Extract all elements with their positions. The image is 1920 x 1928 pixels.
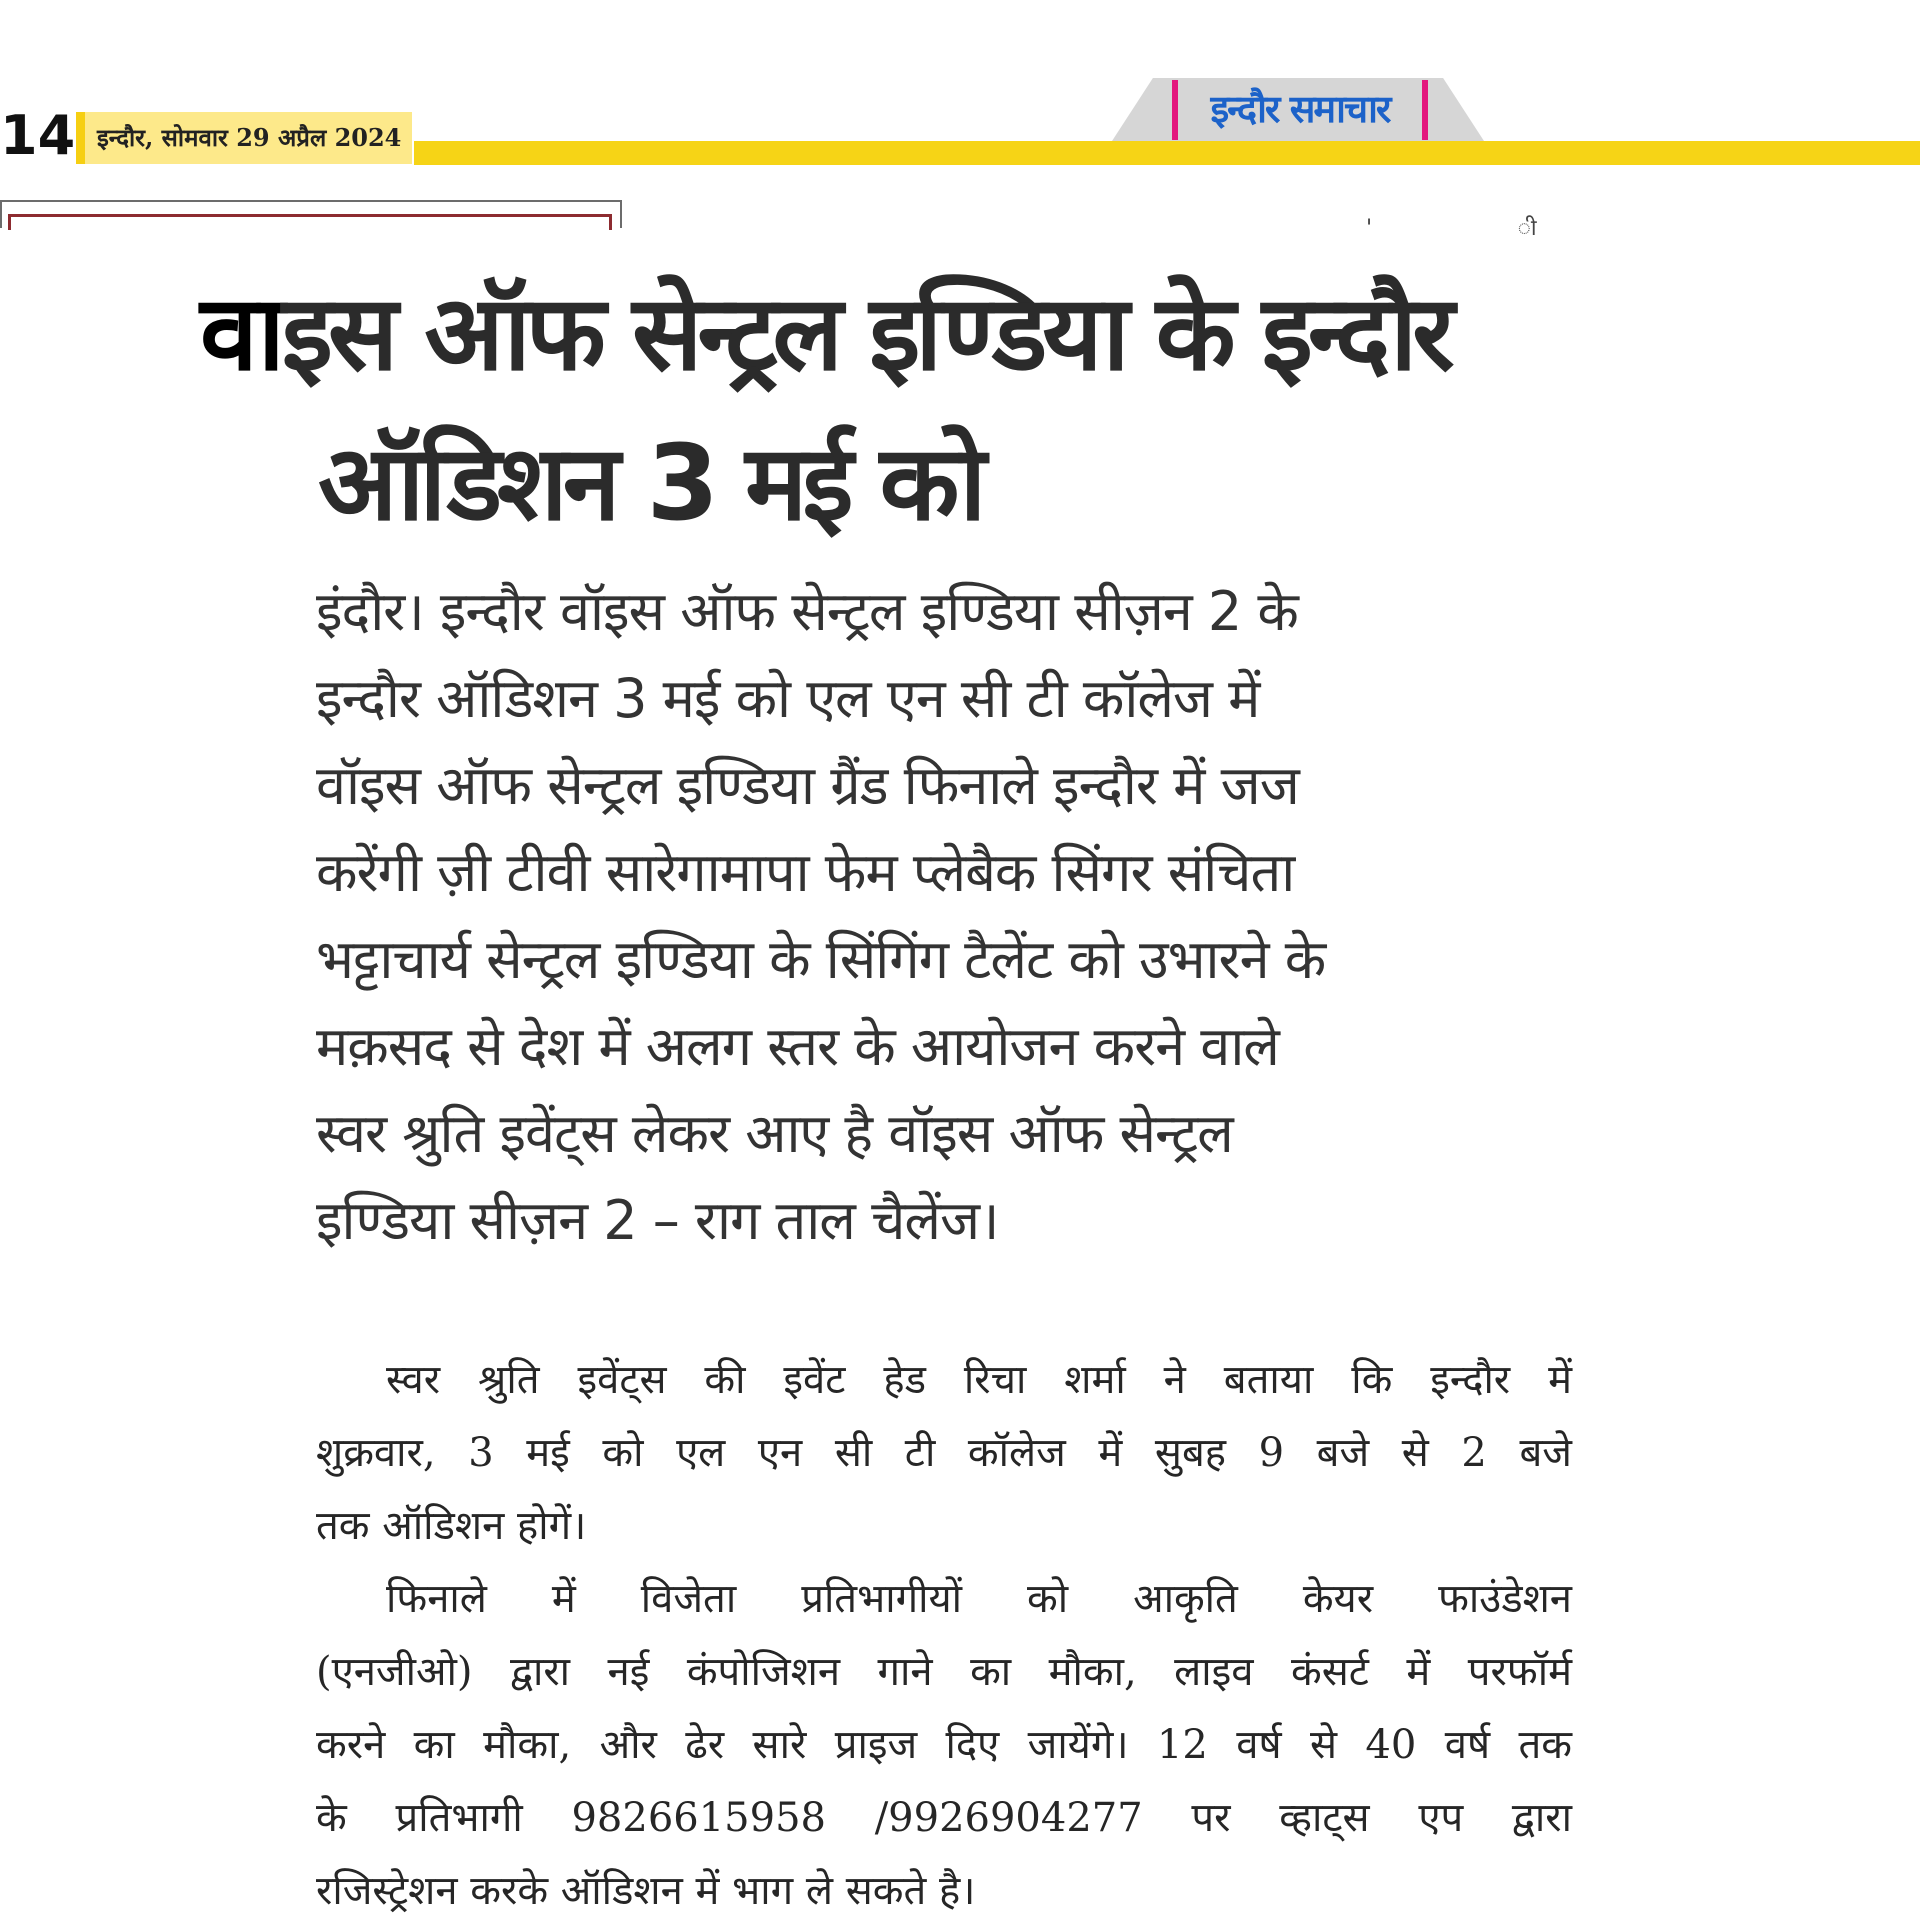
body-line: स्वर श्रुति इवेंट्स की इवेंट हेड रिचा शर्मा ने बताया कि इन्दौर में	[386, 1357, 1572, 1403]
masthead-rule	[414, 141, 1920, 165]
article-body	[316, 1344, 1572, 1928]
lead-line: इण्डिया सीज़न 2 – राग ताल चैलेंज।	[316, 1189, 999, 1252]
lead-line: स्वर श्रुति इवेंट्स लेकर आए है वॉइस ऑफ सेन्ट्रल	[316, 1102, 1233, 1165]
clipping-inner-border	[8, 214, 612, 230]
newspaper-brand-logo: इन्दौर समाचार	[1172, 80, 1428, 140]
headline-line-1	[200, 258, 1580, 408]
body-line: करने का मौका, और ढेर सारे प्राइज दिए जायेंगे। 12 वर्ष से 40 वर्ष तक	[316, 1722, 1572, 1768]
body-line: तक ऑडिशन होगें।	[316, 1503, 587, 1549]
body-line: रजिस्ट्रेशन करके ऑडिशन में भाग ले सकते है।	[316, 1868, 976, 1914]
body-line: शुक्रवार, 3 मई को एल एन सी टी कॉलेज में सुबह 9 बजे से 2 बजे	[316, 1430, 1572, 1476]
body-line: (एनजीओ) द्वारा नई कंपोजिशन गाने का मौका, लाइव कंसर्ट में परफॉर्म	[316, 1649, 1572, 1695]
article-lead	[316, 568, 1556, 1264]
cut-off-text-fragment: ' ी	[1366, 216, 1677, 241]
clipping-border	[0, 200, 622, 228]
headline-first-syllable: वा	[200, 272, 282, 394]
article-headline	[200, 258, 1580, 558]
lead-line: करेंगी ज़ी टीवी सारेगामापा फेम प्लेबैक सिंगर संचिता	[316, 841, 1295, 904]
headline-line-2: ऑडिशन 3 मई को	[318, 422, 982, 544]
lead-line: वॉइस ऑफ सेन्ट्रल इण्डिया ग्रैंड फिनाले इन्दौर में जज	[316, 754, 1299, 817]
body-line: के प्रतिभागी 9826615958 /9926904277 पर व्हाट्स एप द्वारा	[316, 1795, 1572, 1841]
lead-line: इंदौर। इन्दौर वॉइस ऑफ सेन्ट्रल इण्डिया सीज़न 2 के	[316, 580, 1298, 643]
headline-line-1-rest: इस ऑफ सेन्ट्रल इण्डिया के इन्दौर	[281, 272, 1450, 394]
page-number: 14	[0, 104, 76, 167]
dateline: इन्दौर, सोमवार 29 अप्रैल 2024	[76, 112, 412, 164]
body-line: फिनाले में विजेता प्रतिभागीयों को आकृति केयर फाउंडेशन	[386, 1576, 1572, 1622]
lead-line: भट्टाचार्य सेन्ट्रल इण्डिया के सिंगिंग टैलेंट को उभारने के	[316, 928, 1326, 991]
lead-line: मक़सद से देश में अलग स्तर के आयोजन करने वाले	[316, 1015, 1279, 1078]
lead-line: इन्दौर ऑडिशन 3 मई को एल एन सी टी कॉलेज में	[316, 667, 1260, 730]
